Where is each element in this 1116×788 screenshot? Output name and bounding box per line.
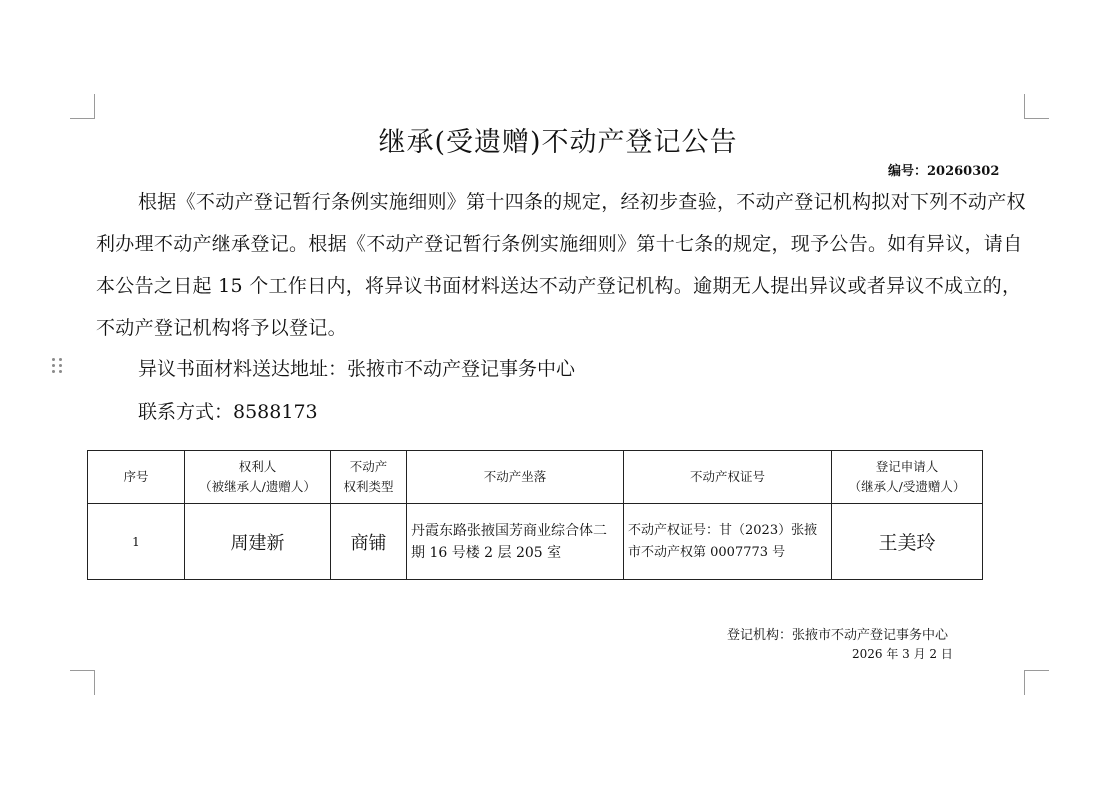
cell-right-type: 商铺 — [331, 504, 407, 580]
registration-table — [87, 450, 983, 580]
crop-mark-top-right — [1024, 94, 1049, 119]
header-applicant: 登记申请人 （继承人/受遗赠人） — [832, 451, 983, 504]
header-right-type: 不动产 权利类型 — [331, 451, 407, 504]
announcement-date: 2026 年 3 月 2 日 — [852, 647, 953, 661]
cell-seq: 1 — [88, 504, 185, 580]
body-paragraph: 根据《不动产登记暂行条例实施细则》第十四条的规定，经初步查验，不动产登记机构拟对下列不动产权利办理不动产继承登记。根据《不动产登记暂行条例实施细则》第十七条的规定，现予公告。如有异议，请自本公告之日起 15 个工作日内，将异议书面材料送达不动产登记机构。逾期无人提出异议或者异议不成立的，不动产登记机构将予以登记。 — [96, 191, 1026, 339]
crop-mark-top-left — [70, 94, 95, 119]
contact-info: 联系方式：8588173 — [138, 401, 318, 423]
crop-mark-bottom-left — [70, 670, 95, 695]
header-holder: 权利人 （被继承人/遗赠人） — [185, 451, 331, 504]
cell-applicant: 王美玲 — [832, 504, 983, 580]
document-number: 编号：20260302 — [888, 164, 1000, 179]
header-cert: 不动产权证号 — [624, 451, 832, 504]
cell-location: 丹霞东路张掖国芳商业综合体二期 16 号楼 2 层 205 室 — [407, 504, 624, 580]
document-title: 继承(受遗赠)不动产登记公告 — [378, 127, 738, 158]
crop-mark-bottom-right — [1024, 670, 1049, 695]
drag-handle-icon[interactable] — [52, 358, 64, 374]
cell-cert: 不动产权证号：甘（2023）张掖市不动产权第 0007773 号 — [624, 504, 832, 580]
table-row — [88, 504, 983, 580]
table-header-row — [88, 451, 983, 504]
objection-address: 异议书面材料送达地址：张掖市不动产登记事务中心 — [138, 358, 576, 380]
registration-authority: 登记机构：张掖市不动产登记事务中心 — [727, 628, 949, 643]
cell-holder: 周建新 — [185, 504, 331, 580]
header-seq: 序号 — [88, 451, 185, 504]
header-location: 不动产坐落 — [407, 451, 624, 504]
